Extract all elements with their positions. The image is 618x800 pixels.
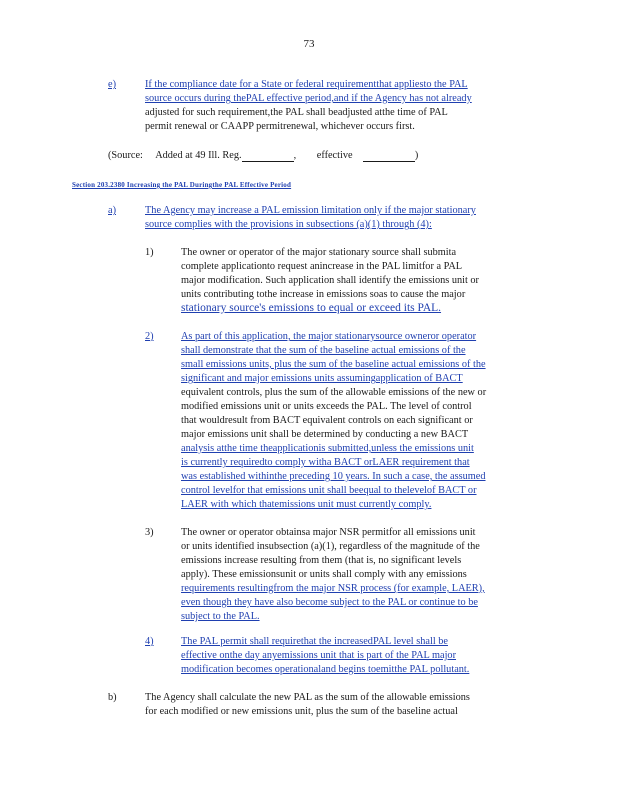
sub3-line: or units identified insubsection (a)(1), regardless of the magnitude of the — [181, 541, 480, 552]
effective-date-blank — [363, 151, 415, 162]
item-a-line: The Agency may increase a PAL emission limitation only if the major stationary — [145, 205, 476, 216]
sub4-line: The PAL permit shall requirethat the increasedPAL level shall be — [181, 636, 448, 647]
sub2-line: is currently requiredto comply witha BACT orLAER requirement that — [181, 457, 470, 468]
sub2-line: significant and major emissions units assumingapplication of BACT — [181, 373, 463, 384]
sub2-line: As part of this application, the major stationarysource owneror operator — [181, 331, 477, 342]
sub1-line: The owner or operator of the major stationary source shall submita — [181, 247, 457, 258]
sub3-label: 3) — [145, 527, 154, 538]
source-note: (Source: Added at 49 Ill. Reg. , effective ) — [108, 150, 419, 161]
sub2-line: equivalent controls, plus the sum of the allowable emissions of the new or — [181, 387, 487, 398]
sub3-line: emissions increase resulting from them (that is, no significant levels — [181, 555, 462, 566]
sub3-line: apply). These emissionsunit or units shall comply with any emissions — [181, 569, 467, 580]
page-number: 73 — [303, 38, 315, 50]
sub2-line: small emissions units, plus the sum of the baseline actual emissions of the — [181, 359, 486, 370]
source-added: Added at 49 Ill. Reg. — [155, 150, 242, 161]
item-b-label: b) — [108, 692, 117, 703]
sub2-line: LAER with which thatemissions unit must currently comply. — [181, 499, 432, 510]
sub3-line: subject to the PAL. — [181, 611, 260, 622]
item-a-line: source complies with the provisions in subsections (a)(1) through (4): — [145, 219, 432, 230]
item-a-label: a) — [108, 205, 116, 216]
item-b-line: The Agency shall calculate the new PAL as the sum of the allowable emissions — [145, 692, 470, 703]
item-e-line: permit renewal or CAAPP permitrenewal, whichever occurs first. — [145, 121, 415, 132]
sub4-line: effective onthe day anyemissions unit that is part of the PAL major — [181, 650, 457, 661]
sub2-line: modified emissions unit or units exceeds the PAL. The level of control — [181, 401, 472, 412]
source-close: ) — [414, 150, 419, 161]
item-e-line: source occurs during thePAL effective period,and if the Agency has not already — [145, 93, 472, 104]
sub2-line: shall demonstrate that the sum of the baseline actual emissions of the — [181, 345, 466, 356]
section-heading: Section 203.2380 Increasing the PAL Duringthe PAL Effective Period — [72, 181, 292, 189]
sub1-line-inserted: stationary source's emissions to equal or exceed its PAL. — [181, 302, 442, 314]
sub1-line: major modification. Such application shall identify the emissions unit or — [181, 275, 479, 286]
sub4-line: modification becomes operationaland begins toemitthe PAL pollutant. — [181, 664, 470, 675]
item-e-label: e) — [108, 79, 116, 90]
source-effective: effective — [316, 150, 353, 161]
register-blank — [242, 151, 294, 162]
sub2-line: analysis atthe time theapplicationis submitted,unless the emissions unit — [181, 443, 474, 454]
item-e-line: If the compliance date for a State or federal requirementthat appliesto the PAL — [145, 79, 468, 90]
sub2-line: control levelfor that emissions unit shall beequal to thelevelof BACT or — [181, 485, 477, 496]
sub2-line: that wouldresult from BACT equivalent controls on each significant or — [181, 415, 473, 426]
source-open: (Source: — [108, 150, 143, 161]
sub1-label: 1) — [145, 247, 154, 258]
sub1-line: units contributing tothe increase in emissions soas to cause the major — [181, 289, 466, 300]
item-e-line: adjusted for such requirement,the PAL shall beadjusted atthe time of PAL — [145, 107, 448, 118]
sub3-line: even though they have also become subject to the PAL or continue to be — [181, 597, 478, 608]
sub3-line: requirements resultingfrom the major NSR process (for example, LAER), — [181, 583, 485, 594]
sub2-line: major emissions unit shall be determined by conducting a new BACT — [181, 429, 469, 440]
sub2-line: was established withinthe preceding 10 years. In such a case, the assumed — [181, 471, 486, 482]
sub2-label: 2) — [145, 331, 154, 342]
sub1-line: complete applicationto request anincrease in the PAL limitfor a PAL — [181, 261, 463, 272]
sub3-line: The owner or operator obtainsa major NSR permitfor all emissions unit — [181, 527, 476, 538]
item-b-line: for each modified or new emissions unit, plus the sum of the baseline actual — [145, 706, 458, 717]
sub4-label: 4) — [145, 636, 154, 647]
